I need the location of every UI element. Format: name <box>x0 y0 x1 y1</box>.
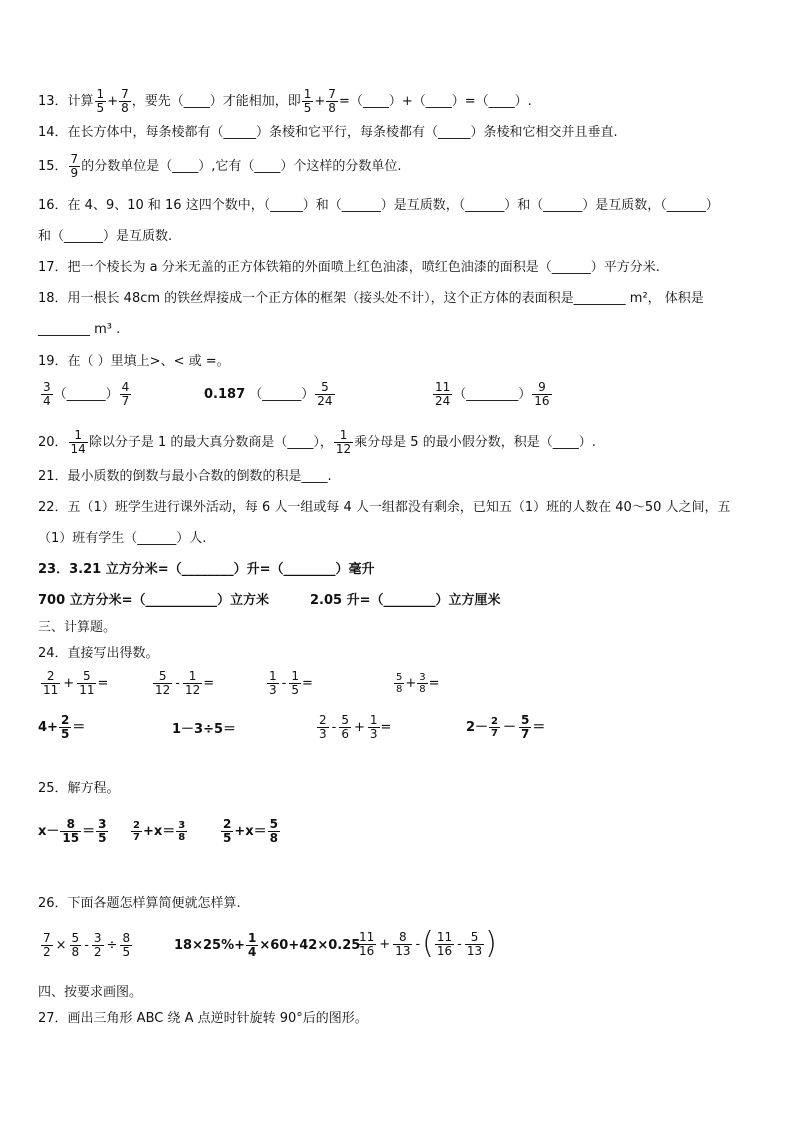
fraction: $\frac{1}{14}$ <box>70 428 86 456</box>
question-25-label: 25．解方程。 <box>38 781 120 796</box>
question-14: 14．在长方体中，每条棱都有（_____）条棱和它平行，每条棱都有（_____）条棱和它相交并且垂直. <box>38 125 618 140</box>
question-19-label: 19．在（ ）里填上>、< 或 =。 <box>38 354 230 369</box>
question-24-label: 24．直接写出得数。 <box>38 646 159 661</box>
question-26-label: 26．下面各题怎样算简便就怎样算. <box>38 896 241 911</box>
question-23-line1: 23．3.21 立方分米=（________）升=（________）毫升 <box>38 562 375 577</box>
question-16-line1: 16．在 4、9、10 和 16 这四个数中，（_____）和（______）是互质数，（______）和（______）是互质数，（______） <box>38 198 719 213</box>
q25-eq-1: x－ $\frac{8}{15}$ ＝ $\frac{3}{5}$ <box>38 817 107 845</box>
question-21: 21．最小质数的倒数与最小合数的倒数的积是____. <box>38 469 332 484</box>
q25-eq-2: $\frac{2}{7}$ +x＝ $\frac{3}{8}$ <box>133 820 186 843</box>
q24-expr-4: $\frac{5}{8}$ + $\frac{3}{8}$ = <box>396 672 440 695</box>
q13-label: 13．计算 <box>38 94 94 109</box>
question-27: 27．画出三角形 ABC 绕 A 点逆时针旋转 90°后的图形。 <box>38 1011 368 1026</box>
fraction: $\frac{9}{16}$ <box>534 380 550 408</box>
fraction: $\frac{7}{9}$ <box>70 152 79 180</box>
q26-expr-1: $\frac{7}{2}$ × $\frac{5}{8}$ - $\frac{3}{2}$ ÷ $\frac{8}{5}$ <box>43 931 131 959</box>
q24-expr-7: $\frac{2}{3}$ - $\frac{5}{6}$ + $\frac{1}{3}$ = <box>319 713 392 741</box>
q25-eq-3: $\frac{2}{5}$ +x＝ $\frac{5}{8}$ <box>223 817 278 845</box>
question-19-item-a: $\frac{3}{4}$ （______） $\frac{4}{7}$ <box>43 380 130 408</box>
question-18-line2: ________ m³ . <box>38 322 121 337</box>
q24-expr-2: $\frac{5}{12}$ - $\frac{1}{12}$ = <box>155 669 215 697</box>
fraction: $\frac{1}{5}$ <box>303 87 312 115</box>
question-18-line1: 18．用一根长 48cm 的铁丝焊接成一个正方体的框架（接头处不计），这个正方体的表面积是________ m²， 体积是 <box>38 291 704 306</box>
section-3-title: 三、计算题。 <box>38 620 117 635</box>
question-16-line2: 和（______）是互质数. <box>38 229 173 244</box>
fraction: $\frac{7}{8}$ <box>328 87 336 115</box>
question-22-line2: （1）班有学生（______）人. <box>38 531 207 546</box>
fraction: $\frac{1}{5}$ <box>96 87 105 115</box>
fraction: $\frac{11}{24}$ <box>435 380 451 408</box>
q24-expr-1: $\frac{2}{11}$ + $\frac{5}{11}$ = <box>43 669 109 697</box>
q24-expr-5: 4+ $\frac{2}{5}$ ＝ <box>38 713 86 741</box>
q24-expr-6: 1－3÷5＝ <box>172 722 237 737</box>
question-19-item-b: 0.187 （______） $\frac{5}{24}$ <box>204 380 333 408</box>
question-22-line1: 22．五（1）班学生进行课外活动，每 6 人一组或每 4 人一组都没有剩余，已知五（1）班的人数在 40～50 人之间，五 <box>38 500 731 515</box>
question-20: 20． $\frac{1}{14}$ 除以分子是 1 的最大真分数商是（____）， $\frac{1}{12}$ 乘分母是 5 的最小假分数，积是（____）. <box>38 428 596 456</box>
q26-expr-2: 18×25%+ $\frac{1}{4}$ ×60+42×0.25 <box>174 931 361 959</box>
question-23-line2a: 700 立方分米=（___________）立方米 <box>38 593 270 608</box>
question-17: 17．把一个棱长为 a 分米无盖的正方体铁箱的外面喷上红色油漆，喷红色油漆的面积是（______）平方分米. <box>38 260 660 275</box>
section-4-title: 四、按要求画图。 <box>38 985 143 1000</box>
question-19-item-c: $\frac{11}{24}$ （________） $\frac{9}{16}$ <box>435 380 550 408</box>
q24-expr-8: 2－ $\frac{2}{7}$ － $\frac{5}{7}$ ＝ <box>466 713 546 741</box>
q24-expr-3: $\frac{1}{3}$ - $\frac{1}{5}$ = <box>269 669 313 697</box>
question-23-line2b: 2.05 升=（________）立方厘米 <box>310 593 501 608</box>
fraction: $\frac{7}{8}$ <box>121 87 129 115</box>
q26-expr-3: $\frac{11}{16}$ + $\frac{8}{13}$ -( $\frac{11}{16}$ - $\frac{5}{13}$ ) <box>359 926 497 961</box>
question-15: 15． $\frac{7}{9}$ 的分数单位是（____）,它有（____）个这样的分数单位. <box>38 152 402 180</box>
fraction: $\frac{3}{4}$ <box>43 380 51 408</box>
fraction: $\frac{1}{12}$ <box>335 428 352 456</box>
question-13: 13．计算 $\frac{1}{5}$ + $\frac{7}{8}$ ，要先（____）才能相加，即 $\frac{1}{5}$ + $\frac{7}{8}$ =（____）+（____）=（____）. <box>38 87 532 115</box>
fraction: $\frac{4}{7}$ <box>121 380 130 408</box>
fraction: $\frac{5}{24}$ <box>317 380 333 408</box>
